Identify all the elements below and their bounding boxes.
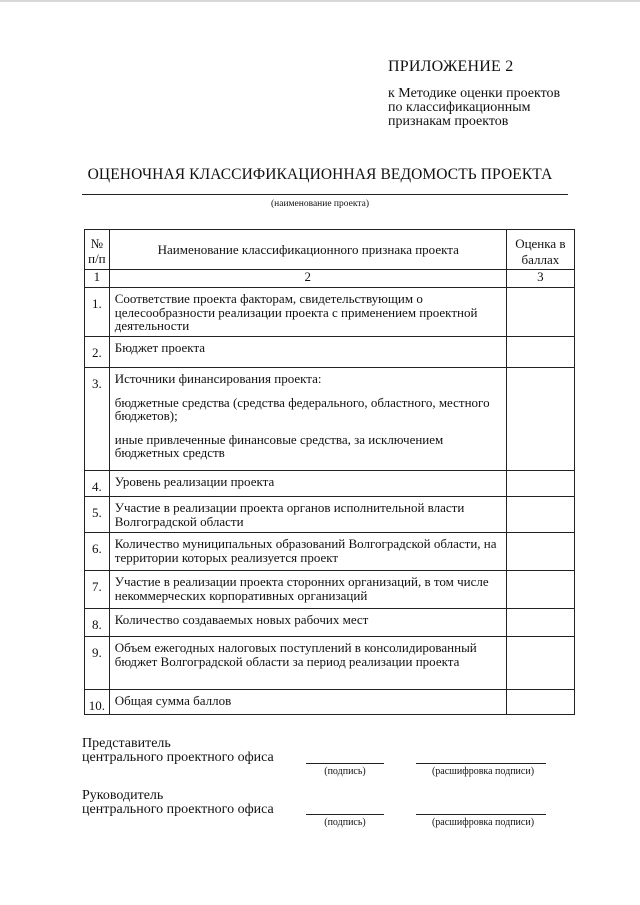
decoding-caption: (расшифровка подписи) bbox=[431, 817, 535, 828]
table-row bbox=[85, 690, 575, 715]
row-name: Участие в реализации проекта сторонних организаций, в том числе некоммерческих корпоративных организаций bbox=[109, 571, 506, 609]
score-cell[interactable] bbox=[506, 288, 574, 337]
header-score-line2: баллах bbox=[521, 252, 560, 267]
table-row bbox=[85, 471, 575, 497]
score-cell[interactable] bbox=[506, 471, 574, 497]
row-name-main: Источники финансирования проекта: bbox=[114, 371, 322, 386]
row-name: Количество муниципальных образований Волгоградской области, на территории которых реализуется проект bbox=[109, 533, 506, 571]
appendix-subtitle-line: признакам проектов bbox=[388, 114, 509, 129]
signature-line[interactable] bbox=[306, 814, 384, 815]
score-cell[interactable] bbox=[506, 497, 574, 533]
row-name: Объем ежегодных налоговых поступлений в консолидированный бюджет Волгоградской области за период реализации проекта bbox=[109, 637, 506, 690]
header-name: Наименование классификационного признака проекта bbox=[109, 230, 506, 270]
signature-label bbox=[82, 737, 274, 765]
table-row bbox=[85, 533, 575, 571]
score-cell[interactable] bbox=[506, 609, 574, 637]
row-name: Общая сумма баллов bbox=[109, 690, 506, 715]
project-name-line[interactable] bbox=[82, 194, 568, 195]
score-cell[interactable] bbox=[506, 533, 574, 571]
row-name-sub: иные привлеченные финансовые средства, за исключением бюджетных средств bbox=[114, 431, 444, 460]
appendix-subtitle bbox=[388, 87, 560, 129]
row-num: 9. bbox=[85, 637, 110, 690]
header-score bbox=[506, 230, 574, 270]
score-cell[interactable] bbox=[506, 690, 574, 715]
signature-line[interactable] bbox=[306, 763, 384, 764]
table-row bbox=[85, 497, 575, 533]
signature-caption: (подпись) bbox=[324, 817, 366, 828]
row-num: 8. bbox=[85, 609, 110, 637]
table-row bbox=[85, 337, 575, 368]
table-row bbox=[85, 368, 575, 471]
score-cell[interactable] bbox=[506, 637, 574, 690]
score-cell[interactable] bbox=[506, 571, 574, 609]
row-name: Уровень реализации проекта bbox=[109, 471, 506, 497]
header-num: № п/п bbox=[85, 230, 110, 270]
row-name: Участие в реализации проекта органов исполнительной власти Волгоградской области bbox=[109, 497, 506, 533]
decoding-line[interactable] bbox=[416, 814, 546, 815]
page-top-edge bbox=[0, 0, 640, 2]
evaluation-table bbox=[84, 229, 575, 715]
column-number: 2 bbox=[109, 270, 506, 288]
row-num: 10. bbox=[85, 690, 110, 715]
document-title: ОЦЕНОЧНАЯ КЛАССИФИКАЦИОННАЯ ВЕДОМОСТЬ ПРОЕКТА bbox=[87, 166, 553, 183]
decoding-caption: (расшифровка подписи) bbox=[431, 766, 535, 777]
column-number: 3 bbox=[506, 270, 574, 288]
row-name: Количество создаваемых новых рабочих мест bbox=[109, 609, 506, 637]
appendix-title: ПРИЛОЖЕНИЕ 2 bbox=[388, 58, 514, 75]
row-num: 5. bbox=[85, 497, 110, 533]
score-cell[interactable] bbox=[506, 337, 574, 368]
table-row bbox=[85, 637, 575, 690]
signature-label-line1: Представитель bbox=[82, 736, 171, 751]
column-number-row bbox=[85, 270, 575, 288]
row-num: 7. bbox=[85, 571, 110, 609]
row-num: 2. bbox=[85, 337, 110, 368]
row-name: Бюджет проекта bbox=[109, 337, 506, 368]
signature-label bbox=[82, 789, 274, 817]
table-row bbox=[85, 609, 575, 637]
row-num: 4. bbox=[85, 471, 110, 497]
row-name-sub: бюджетные средства (средства федерального, областного, местного бюджетов); bbox=[114, 394, 490, 423]
row-num: 1. bbox=[85, 288, 110, 337]
row-num: 6. bbox=[85, 533, 110, 571]
row-name bbox=[109, 368, 506, 471]
table-row bbox=[85, 288, 575, 337]
project-name-caption: (наименование проекта) bbox=[270, 199, 369, 209]
table-header-row bbox=[85, 230, 575, 270]
signature-label-line1: Руководитель bbox=[82, 788, 164, 803]
row-num: 3. bbox=[85, 368, 110, 471]
table-row bbox=[85, 571, 575, 609]
header-score-line1: Оценка в bbox=[515, 236, 566, 251]
row-name: Соответствие проекта факторам, свидетельствующим о целесообразности реализации проекта с применением проектной деятельности bbox=[109, 288, 506, 337]
decoding-line[interactable] bbox=[416, 763, 546, 764]
appendix-subtitle-line: к Методике оценки проектов bbox=[388, 86, 561, 101]
signature-label-line2: центрального проектного офиса bbox=[82, 802, 274, 817]
score-cell[interactable] bbox=[506, 368, 574, 471]
appendix-subtitle-line: по классификационным bbox=[388, 100, 531, 115]
signature-label-line2: центрального проектного офиса bbox=[82, 750, 274, 765]
signature-caption: (подпись) bbox=[324, 766, 366, 777]
column-number: 1 bbox=[85, 270, 110, 288]
